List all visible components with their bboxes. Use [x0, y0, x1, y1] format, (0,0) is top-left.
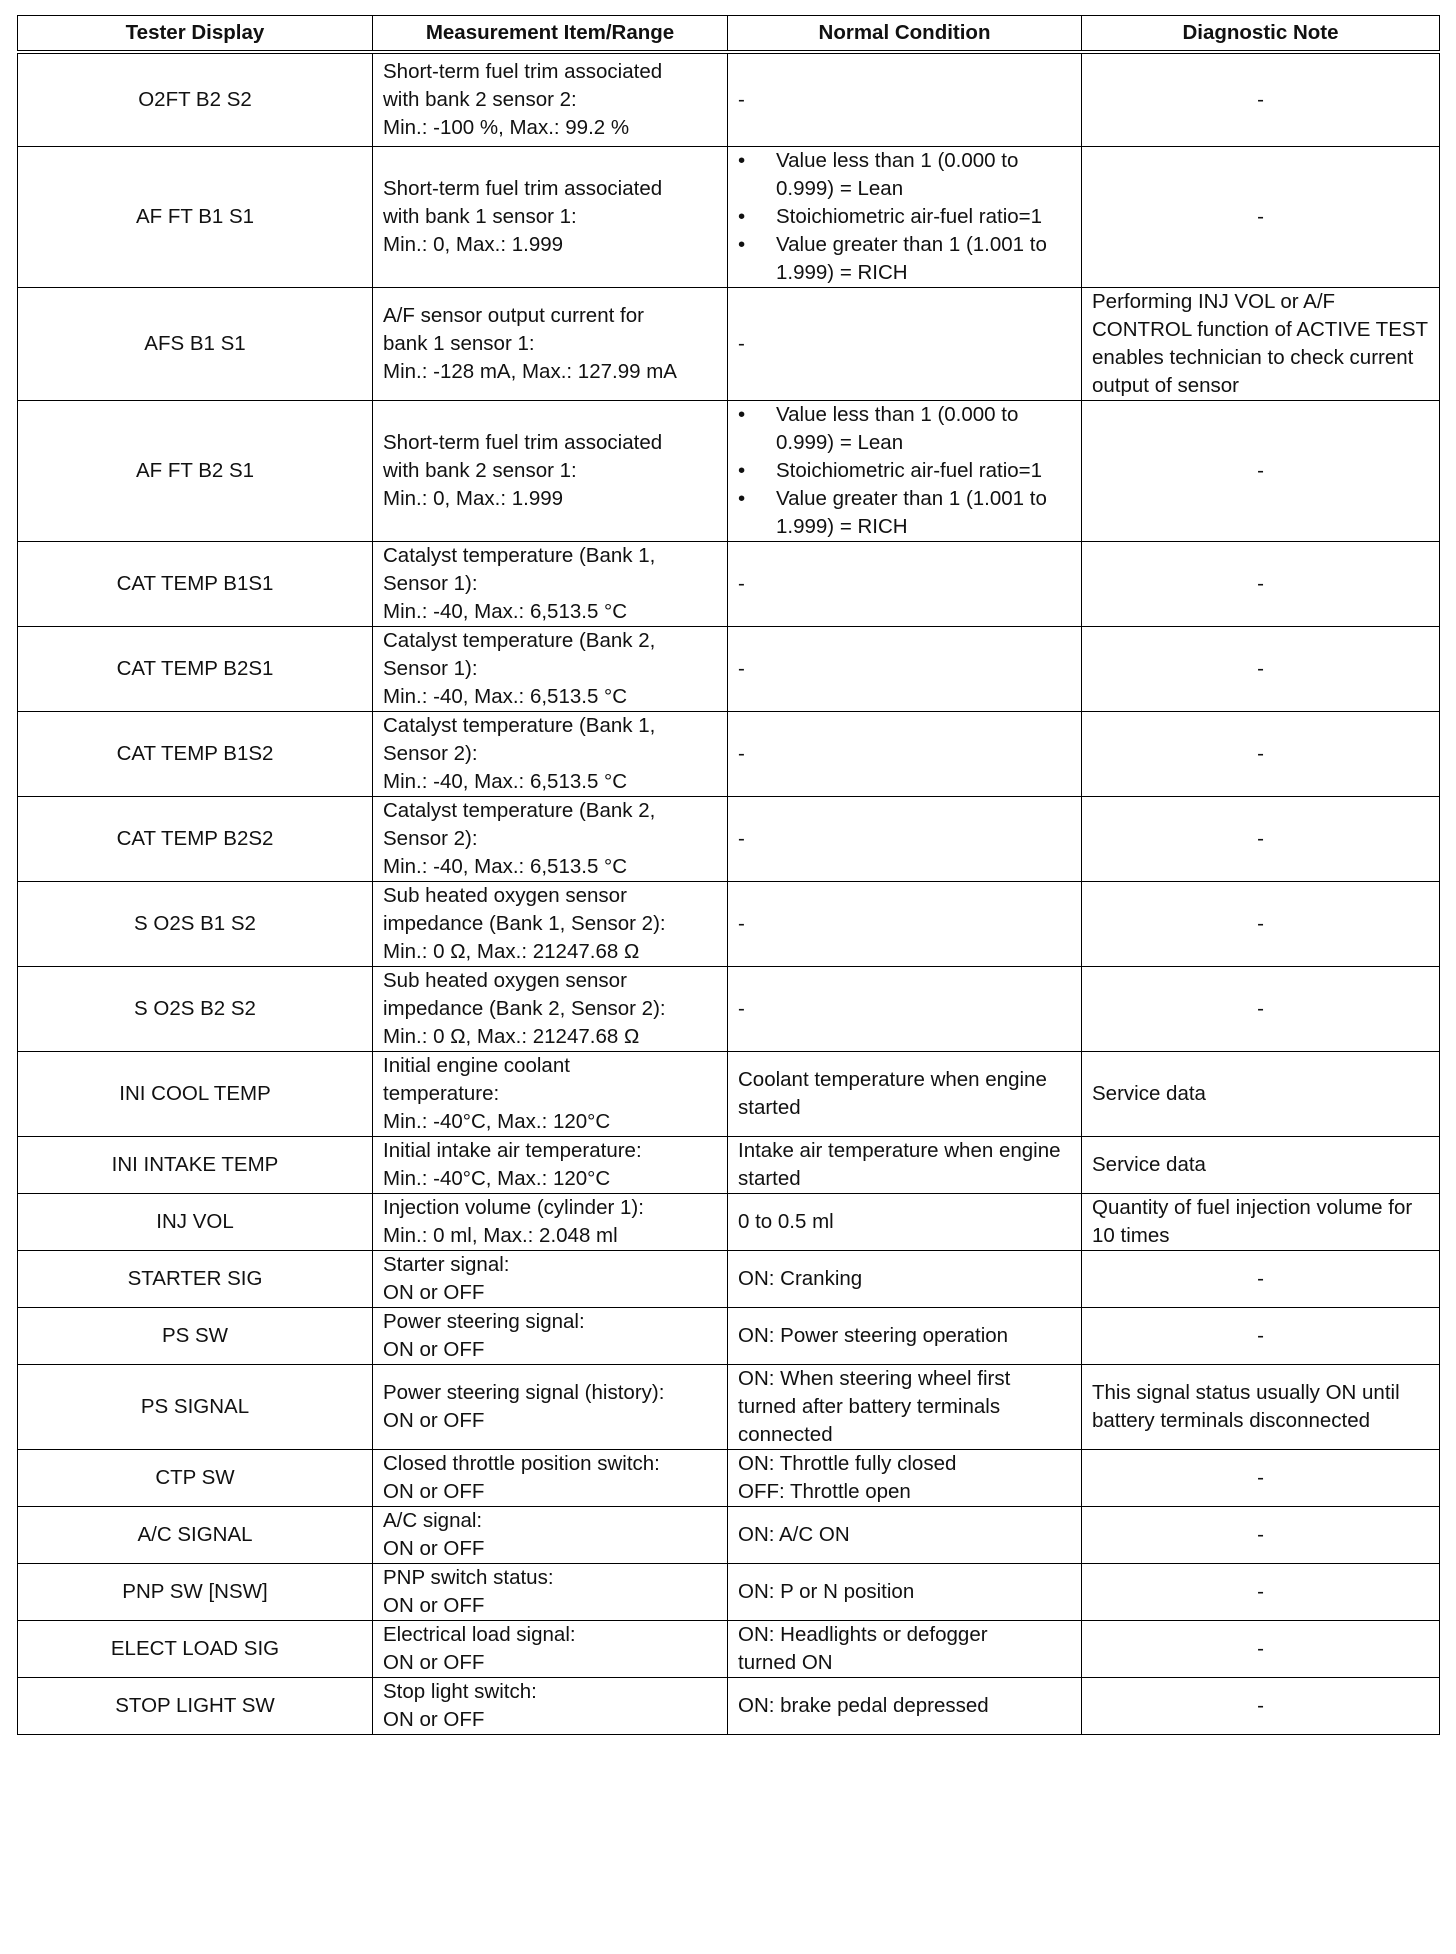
tester-display-cell: PS SW — [18, 1307, 373, 1364]
condition-bullet-item: • Value greater than 1 (1.001 to 1.999) = RICH — [738, 485, 1071, 541]
table-row — [18, 1193, 1440, 1250]
table-row — [18, 1563, 1440, 1620]
table-row — [18, 1677, 1440, 1734]
tester-display-cell: INJ VOL — [18, 1193, 373, 1250]
measurement-item-cell: Starter signal: ON or OFF — [373, 1250, 728, 1307]
measurement-item-cell: PNP switch status: ON or OFF — [373, 1563, 728, 1620]
header-diagnostic-note: Diagnostic Note — [1082, 16, 1440, 53]
tester-display-cell: INI INTAKE TEMP — [18, 1136, 373, 1193]
measurement-item-cell: A/F sensor output current for bank 1 sensor 1: Min.: -128 mA, Max.: 127.99 mA — [373, 287, 728, 400]
diagnostic-note-cell: - — [1082, 146, 1440, 287]
tester-display-cell: AFS B1 S1 — [18, 287, 373, 400]
measurement-item-cell: Power steering signal: ON or OFF — [373, 1307, 728, 1364]
table-row — [18, 796, 1440, 881]
normal-condition-cell: ON: A/C ON — [728, 1506, 1082, 1563]
diagnostic-note-cell: Performing INJ VOL or A/F CONTROL function of ACTIVE TEST enables technician to check current output of sensor — [1082, 287, 1440, 400]
diagnostic-note-cell: - — [1082, 711, 1440, 796]
tester-display-cell: CTP SW — [18, 1449, 373, 1506]
normal-condition-cell: - — [728, 796, 1082, 881]
measurement-item-cell: Initial engine coolant temperature: Min.: -40°C, Max.: 120°C — [373, 1051, 728, 1136]
diagnostic-note-cell: This signal status usually ON until battery terminals disconnected — [1082, 1364, 1440, 1449]
diagnostic-note-cell: - — [1082, 881, 1440, 966]
table-row — [18, 1449, 1440, 1506]
diagnostic-note-cell: - — [1082, 796, 1440, 881]
normal-condition-cell: ON: Cranking — [728, 1250, 1082, 1307]
diagnostic-note-cell: - — [1082, 1506, 1440, 1563]
diagnostic-note-cell: - — [1082, 1449, 1440, 1506]
table-row — [18, 1051, 1440, 1136]
table-header-row — [18, 16, 1440, 53]
diagnostic-note-cell: - — [1082, 1677, 1440, 1734]
condition-bullet-item: • Stoichiometric air-fuel ratio=1 — [738, 203, 1071, 231]
tester-display-cell: CAT TEMP B1S2 — [18, 711, 373, 796]
tester-display-cell: STOP LIGHT SW — [18, 1677, 373, 1734]
diagnostic-note-cell: - — [1082, 52, 1440, 146]
table-row — [18, 1307, 1440, 1364]
measurement-item-cell: Catalyst temperature (Bank 2, Sensor 2): Min.: -40, Max.: 6,513.5 °C — [373, 796, 728, 881]
tester-display-cell: S O2S B2 S2 — [18, 966, 373, 1051]
table-row — [18, 541, 1440, 626]
tester-display-cell: PS SIGNAL — [18, 1364, 373, 1449]
measurement-item-cell: Injection volume (cylinder 1): Min.: 0 ml, Max.: 2.048 ml — [373, 1193, 728, 1250]
tester-display-cell: CAT TEMP B2S2 — [18, 796, 373, 881]
measurement-item-cell: Stop light switch: ON or OFF — [373, 1677, 728, 1734]
table-row — [18, 1250, 1440, 1307]
table-row — [18, 1506, 1440, 1563]
normal-condition-cell: - — [728, 541, 1082, 626]
measurement-item-cell: Initial intake air temperature: Min.: -40°C, Max.: 120°C — [373, 1136, 728, 1193]
diagnostic-note-cell: - — [1082, 1250, 1440, 1307]
tester-display-cell: STARTER SIG — [18, 1250, 373, 1307]
normal-condition-cell: - — [728, 287, 1082, 400]
tester-display-cell: A/C SIGNAL — [18, 1506, 373, 1563]
normal-condition-cell: ON: Throttle fully closed OFF: Throttle open — [728, 1449, 1082, 1506]
tester-display-cell: S O2S B1 S2 — [18, 881, 373, 966]
table-row — [18, 966, 1440, 1051]
normal-condition-cell: - — [728, 626, 1082, 711]
diagnostic-note-cell: - — [1082, 966, 1440, 1051]
measurement-item-cell: Sub heated oxygen sensor impedance (Bank 2, Sensor 2): Min.: 0 Ω, Max.: 21247.68 Ω — [373, 966, 728, 1051]
measurement-item-cell: Short-term fuel trim associated with bank 1 sensor 1: Min.: 0, Max.: 1.999 — [373, 146, 728, 287]
normal-condition-cell: ON: When steering wheel first turned after battery terminals connected — [728, 1364, 1082, 1449]
tester-display-cell: PNP SW [NSW] — [18, 1563, 373, 1620]
table-row — [18, 400, 1440, 541]
normal-condition-cell: ON: Power steering operation — [728, 1307, 1082, 1364]
normal-condition-cell: - — [728, 966, 1082, 1051]
table-row — [18, 881, 1440, 966]
normal-condition-cell: - — [728, 52, 1082, 146]
header-tester-display: Tester Display — [18, 16, 373, 53]
condition-bullet-list — [738, 147, 1071, 287]
normal-condition-cell: ON: P or N position — [728, 1563, 1082, 1620]
measurement-item-cell: Catalyst temperature (Bank 1, Sensor 1): Min.: -40, Max.: 6,513.5 °C — [373, 541, 728, 626]
diagnostic-note-cell: - — [1082, 1307, 1440, 1364]
condition-bullet-item: • Value greater than 1 (1.001 to 1.999) = RICH — [738, 231, 1071, 287]
diagnostic-note-cell: - — [1082, 626, 1440, 711]
table-row — [18, 626, 1440, 711]
table-row — [18, 1364, 1440, 1449]
diagnostic-data-table — [17, 15, 1440, 1735]
table-row — [18, 711, 1440, 796]
normal-condition-cell: 0 to 0.5 ml — [728, 1193, 1082, 1250]
header-measurement-item: Measurement Item/Range — [373, 16, 728, 53]
diagnostic-note-cell: - — [1082, 400, 1440, 541]
measurement-item-cell: A/C signal: ON or OFF — [373, 1506, 728, 1563]
table-row — [18, 1136, 1440, 1193]
tester-display-cell: AF FT B2 S1 — [18, 400, 373, 541]
condition-bullet-item: • Value less than 1 (0.000 to 0.999) = Lean — [738, 147, 1071, 203]
normal-condition-cell: ON: brake pedal depressed — [728, 1677, 1082, 1734]
tester-display-cell: AF FT B1 S1 — [18, 146, 373, 287]
measurement-item-cell: Sub heated oxygen sensor impedance (Bank 1, Sensor 2): Min.: 0 Ω, Max.: 21247.68 Ω — [373, 881, 728, 966]
measurement-item-cell: Catalyst temperature (Bank 1, Sensor 2): Min.: -40, Max.: 6,513.5 °C — [373, 711, 728, 796]
normal-condition-cell: - — [728, 711, 1082, 796]
measurement-item-cell: Power steering signal (history): ON or OFF — [373, 1364, 728, 1449]
diagnostic-note-cell: - — [1082, 541, 1440, 626]
normal-condition-cell: Coolant temperature when engine started — [728, 1051, 1082, 1136]
measurement-item-cell: Short-term fuel trim associated with bank 2 sensor 1: Min.: 0, Max.: 1.999 — [373, 400, 728, 541]
table-row — [18, 287, 1440, 400]
normal-condition-cell: - — [728, 881, 1082, 966]
normal-condition-cell: Intake air temperature when engine started — [728, 1136, 1082, 1193]
condition-bullet-item: • Value less than 1 (0.000 to 0.999) = Lean — [738, 401, 1071, 457]
measurement-item-cell: Catalyst temperature (Bank 2, Sensor 1): Min.: -40, Max.: 6,513.5 °C — [373, 626, 728, 711]
diagnostic-note-cell: Service data — [1082, 1136, 1440, 1193]
diagnostic-note-cell: - — [1082, 1563, 1440, 1620]
table-row — [18, 52, 1440, 146]
normal-condition-cell: ON: Headlights or defogger turned ON — [728, 1620, 1082, 1677]
diagnostic-note-cell: Service data — [1082, 1051, 1440, 1136]
condition-bullet-item: • Stoichiometric air-fuel ratio=1 — [738, 457, 1071, 485]
header-normal-condition: Normal Condition — [728, 16, 1082, 53]
condition-bullet-list — [738, 401, 1071, 541]
measurement-item-cell: Closed throttle position switch: ON or OFF — [373, 1449, 728, 1506]
normal-condition-cell — [728, 146, 1082, 287]
tester-display-cell: CAT TEMP B2S1 — [18, 626, 373, 711]
table-row — [18, 146, 1440, 287]
table-row — [18, 1620, 1440, 1677]
normal-condition-cell — [728, 400, 1082, 541]
diagnostic-note-cell: - — [1082, 1620, 1440, 1677]
tester-display-cell: INI COOL TEMP — [18, 1051, 373, 1136]
tester-display-cell: CAT TEMP B1S1 — [18, 541, 373, 626]
diagnostic-note-cell: Quantity of fuel injection volume for 10 times — [1082, 1193, 1440, 1250]
measurement-item-cell: Short-term fuel trim associated with bank 2 sensor 2: Min.: -100 %, Max.: 99.2 % — [373, 52, 728, 146]
tester-display-cell: O2FT B2 S2 — [18, 52, 373, 146]
measurement-item-cell: Electrical load signal: ON or OFF — [373, 1620, 728, 1677]
tester-display-cell: ELECT LOAD SIG — [18, 1620, 373, 1677]
